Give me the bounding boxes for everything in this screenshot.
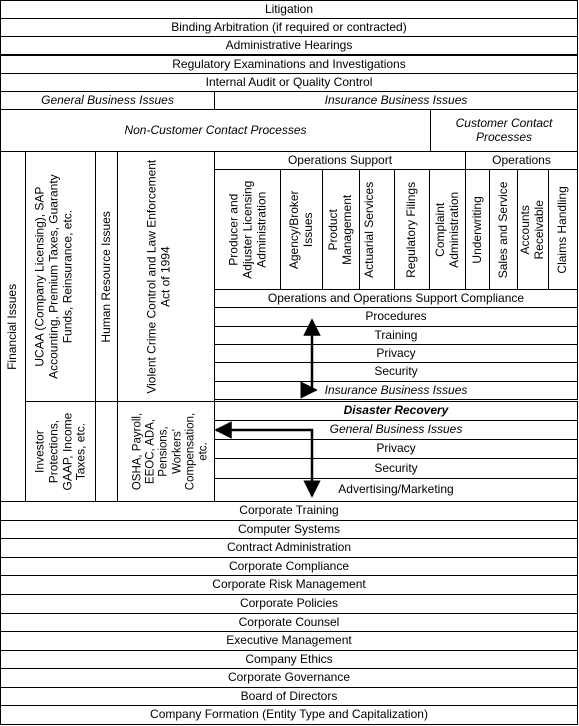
operations-item-3 bbox=[548, 169, 578, 290]
top-band-2 bbox=[0, 36, 578, 55]
compliance-row-0-label: Operations and Operations Support Compliance bbox=[267, 290, 525, 305]
top-band-4-label: Internal Audit or Quality Control bbox=[205, 74, 373, 89]
ops-support-item-0-label: Producer and Adjuster Licensing Administration bbox=[225, 180, 268, 279]
customer-contact-processes bbox=[430, 109, 578, 152]
bottom-band-9 bbox=[0, 668, 578, 688]
bottom-band-7 bbox=[0, 631, 578, 651]
financial-issues-column-label: Financial Issues bbox=[5, 283, 20, 370]
disaster-row-4-label: Advertising/Marketing bbox=[338, 482, 454, 497]
ops-support-item-5 bbox=[429, 169, 466, 290]
compliance-row-2 bbox=[214, 326, 578, 345]
operations-support-header-label: Operations Support bbox=[287, 152, 393, 167]
ops-support-item-0 bbox=[214, 169, 281, 290]
disaster-row-0-label: Disaster Recovery bbox=[343, 403, 449, 418]
bottom-band-3-label: Corporate Compliance bbox=[228, 558, 350, 573]
bottom-band-10 bbox=[0, 687, 578, 706]
bottom-band-3 bbox=[0, 557, 578, 576]
compliance-row-5 bbox=[214, 381, 578, 400]
disaster-row-3 bbox=[214, 458, 578, 479]
disaster-row-1 bbox=[214, 420, 578, 440]
bottom-band-5 bbox=[0, 594, 578, 614]
compliance-row-2-label: Training bbox=[374, 327, 418, 342]
compliance-row-3-label: Privacy bbox=[376, 345, 416, 360]
human-resource-issues-column-label: Human Resource Issues bbox=[98, 210, 113, 343]
bottom-band-8-label: Company Ethics bbox=[245, 651, 333, 666]
disaster-row-0 bbox=[214, 401, 578, 421]
compliance-row-4-label: Security bbox=[374, 364, 418, 379]
violent-crime-column-label: Violent Crime Control and Law Enforcement Act of 1994 bbox=[144, 159, 173, 394]
disaster-row-2-label: Privacy bbox=[376, 441, 416, 456]
operations-item-3-label: Claims Handling bbox=[555, 185, 570, 274]
bottom-band-5-label: Corporate Policies bbox=[239, 596, 339, 611]
operations-item-0 bbox=[465, 169, 490, 290]
operations-support-header bbox=[214, 151, 466, 170]
bottom-band-4-label: Corporate Risk Management bbox=[212, 577, 366, 592]
compliance-row-3 bbox=[214, 344, 578, 363]
compliance-row-1-label: Procedures bbox=[365, 309, 427, 324]
ops-support-item-4 bbox=[394, 169, 430, 290]
investor-column bbox=[25, 401, 96, 502]
bottom-band-4 bbox=[0, 575, 578, 595]
compliance-row-1 bbox=[214, 307, 578, 327]
disaster-row-4 bbox=[214, 478, 578, 502]
top-band-3 bbox=[0, 55, 578, 74]
bottom-band-6-label: Corporate Counsel bbox=[238, 614, 340, 629]
top-band-2-label: Administrative Hearings bbox=[225, 37, 353, 52]
top-band-0-label: Litigation bbox=[264, 1, 314, 16]
bottom-band-2 bbox=[0, 538, 578, 558]
disaster-row-2 bbox=[214, 439, 578, 459]
top-band-1 bbox=[0, 18, 578, 37]
bottom-band-6 bbox=[0, 613, 578, 632]
bottom-band-1 bbox=[0, 520, 578, 539]
investor-column-label: Investor Protections, GAAP, Income Taxes, etc. bbox=[31, 412, 88, 491]
general-business-issues-header-label: General Business Issues bbox=[41, 92, 174, 107]
ops-support-item-1-label: Agency/Broker Issues bbox=[286, 190, 315, 269]
ops-support-item-2 bbox=[322, 169, 360, 290]
top-band-3-label: Regulatory Examinations and Investigations bbox=[172, 56, 406, 71]
bottom-band-8 bbox=[0, 650, 578, 669]
ops-support-item-3-label: Actuarial Services bbox=[362, 181, 377, 278]
ops-support-item-5-label: Complaint Administration bbox=[432, 191, 461, 268]
compliance-row-4 bbox=[214, 362, 578, 382]
human-resource-issues-column bbox=[95, 151, 118, 402]
bottom-band-0 bbox=[0, 501, 578, 521]
bottom-band-11 bbox=[0, 705, 578, 725]
general-business-issues-header bbox=[0, 91, 215, 110]
operations-item-0-label: Underwriting bbox=[469, 195, 484, 264]
non-customer-contact-processes bbox=[0, 109, 431, 152]
bottom-band-9-label: Corporate Governance bbox=[227, 670, 351, 685]
bottom-band-0-label: Corporate Training bbox=[239, 503, 339, 518]
compliance-row-5-label: Insurance Business Issues bbox=[324, 382, 468, 397]
customer-contact-processes-label: Customer Contact Processes bbox=[455, 115, 553, 144]
bottom-band-10-label: Board of Directors bbox=[240, 688, 338, 703]
osha-column bbox=[117, 401, 215, 502]
disaster-row-1-label: General Business Issues bbox=[329, 422, 463, 437]
insurance-business-issues-header-label: Insurance Business Issues bbox=[324, 92, 468, 107]
operations-header-label: Operations bbox=[492, 152, 551, 167]
violent-crime-column bbox=[117, 151, 215, 402]
ops-support-item-4-label: Regulatory Filings bbox=[404, 181, 419, 278]
hr-spacer bbox=[95, 401, 118, 502]
operations-item-2-label: Accounts Receivable bbox=[518, 199, 546, 260]
osha-column-label: OSHA, Payroll, EEOC, ADA, Pensions, Workers' Compensation, etc. bbox=[131, 412, 210, 491]
operations-header bbox=[465, 151, 578, 170]
top-band-0 bbox=[0, 0, 578, 19]
operations-item-1-label: Sales and Service bbox=[495, 181, 510, 278]
ops-support-item-3 bbox=[359, 169, 395, 290]
bottom-band-1-label: Computer Systems bbox=[237, 521, 341, 536]
top-band-1-label: Binding Arbitration (if required or contracted) bbox=[171, 19, 407, 34]
compliance-row-0 bbox=[214, 289, 578, 308]
ops-support-item-2-label: Product Management bbox=[326, 194, 354, 265]
non-customer-contact-processes-label: Non-Customer Contact Processes bbox=[124, 122, 307, 137]
ucaa-column bbox=[25, 151, 96, 402]
operations-item-1 bbox=[489, 169, 518, 290]
top-band-4 bbox=[0, 73, 578, 92]
ops-support-item-1 bbox=[280, 169, 323, 290]
bottom-band-2-label: Contract Administration bbox=[226, 540, 352, 555]
ucaa-column-label: UCAA (Company Licensing), SAP Accounting, Premium Taxes, Guaranty Funds, Reinsurance, etc. bbox=[31, 174, 74, 379]
operations-item-2 bbox=[517, 169, 549, 290]
bottom-band-7-label: Executive Management bbox=[226, 633, 352, 648]
disaster-row-3-label: Security bbox=[374, 460, 418, 475]
insurance-business-issues-header bbox=[214, 91, 578, 110]
financial-issues-column bbox=[0, 151, 26, 502]
bottom-band-11-label: Company Formation (Entity Type and Capitalization) bbox=[150, 707, 428, 722]
